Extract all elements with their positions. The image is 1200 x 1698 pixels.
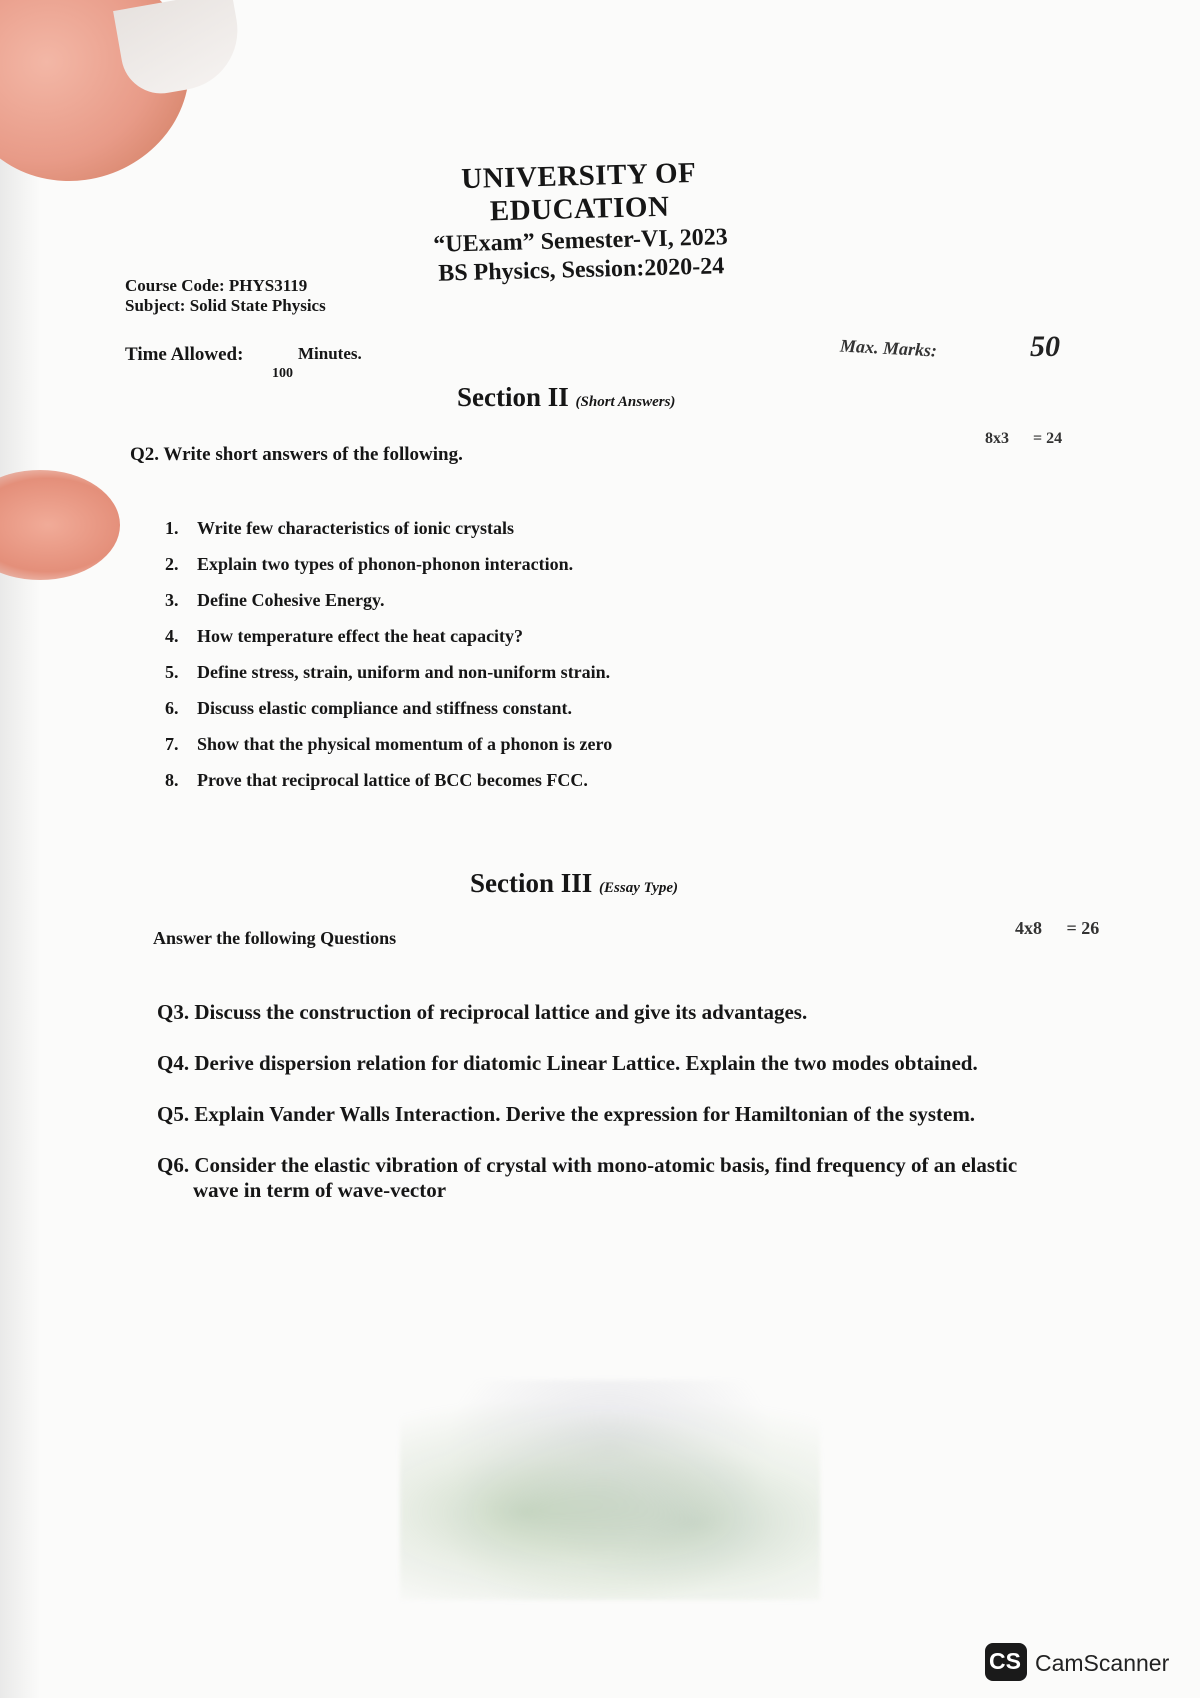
subject: Subject: Solid State Physics xyxy=(125,296,326,315)
list-item xyxy=(157,1000,1017,1025)
list-item xyxy=(157,1102,1017,1127)
list-item xyxy=(165,770,612,806)
list-item xyxy=(157,1051,1017,1076)
q2-prompt: Q2. Write short answers of the following. xyxy=(130,444,463,465)
program-session: BS Physics, Session:2020-24 xyxy=(437,253,725,287)
section-3-marks xyxy=(1015,918,1099,939)
university-name: UNIVERSITY OF EDUCATION xyxy=(460,156,697,228)
q2-marks-breakdown: 8x3 xyxy=(985,430,1009,447)
item-text: Discuss elastic compliance and stiffness constant. xyxy=(197,698,573,718)
item-text: Explain two types of phonon-phonon interaction. xyxy=(197,554,574,574)
time-allowed-label: Time Allowed: xyxy=(125,344,244,365)
camscanner-logo-icon xyxy=(985,1643,1027,1681)
question-text: Derive dispersion relation for diatomic Linear Lattice. Explain the two modes obtained. xyxy=(194,1051,978,1075)
item-text: Define Cohesive Energy. xyxy=(197,590,385,610)
section-3-subtitle: (Essay Type) xyxy=(599,880,679,896)
max-marks-value: 50 xyxy=(1030,330,1060,363)
item-number: 2. xyxy=(165,554,179,574)
list-item xyxy=(165,626,612,662)
max-marks-label: Max. Marks: xyxy=(839,335,938,361)
essay-question-list xyxy=(157,1000,1017,1229)
section-3-title: Section III xyxy=(470,868,593,898)
question-text: Discuss the construction of reciprocal lattice and give its advantages. xyxy=(194,1000,808,1024)
item-number: 4. xyxy=(165,626,179,646)
time-value: 100 xyxy=(272,366,293,381)
list-item xyxy=(165,734,612,770)
finger-middle-left xyxy=(0,470,120,580)
list-item xyxy=(165,518,612,554)
item-number: 3. xyxy=(165,590,179,610)
question-text: Explain Vander Walls Interaction. Derive the expression for Hamiltonian of the system. xyxy=(194,1102,976,1126)
item-text: Write few characteristics of ionic crystals xyxy=(197,518,515,538)
time-unit: Minutes. xyxy=(298,344,362,363)
item-number: 7. xyxy=(165,734,179,754)
camscanner-badge-text: CS xyxy=(989,1648,1021,1674)
item-text: Define stress, strain, uniform and non-uniform strain. xyxy=(197,662,611,682)
section-3-marks-total: = 26 xyxy=(1066,918,1100,938)
question-label: Q6. xyxy=(157,1153,190,1177)
faded-stamp-smudge xyxy=(400,1380,820,1600)
list-item xyxy=(165,698,612,734)
q2-marks xyxy=(985,430,1062,448)
item-number: 1. xyxy=(165,518,179,538)
section-2-title: Section II xyxy=(457,382,569,412)
list-item xyxy=(165,554,612,590)
question-label: Q4. xyxy=(157,1051,190,1075)
list-item xyxy=(157,1153,1017,1203)
exam-header xyxy=(368,155,791,290)
section-2-heading xyxy=(457,382,675,413)
question-label: Q5. xyxy=(157,1102,190,1126)
course-code: Course Code: PHYS3119 xyxy=(125,276,308,295)
question-label: Q3. xyxy=(157,1000,190,1024)
item-number: 8. xyxy=(165,770,179,790)
page-edge-shadow xyxy=(0,0,40,1698)
q2-marks-total: = 24 xyxy=(1033,430,1063,447)
section-3-marks-breakdown: 4x8 xyxy=(1015,918,1042,938)
item-number: 6. xyxy=(165,698,179,718)
section-3-heading xyxy=(470,868,678,899)
list-item xyxy=(165,662,612,698)
item-text: Prove that reciprocal lattice of BCC becomes FCC. xyxy=(197,770,588,790)
question-text: Consider the elastic vibration of crystal with mono-atomic basis, find frequency of an elastic xyxy=(194,1153,1018,1177)
item-text: How temperature effect the heat capacity? xyxy=(197,626,524,646)
section-3-instruction: Answer the following Questions xyxy=(153,928,397,948)
exam-title: “UExam” Semester-VI, 2023 xyxy=(433,224,728,258)
short-answer-list xyxy=(165,518,612,806)
question-text-continuation: wave in term of wave-vector xyxy=(193,1178,447,1202)
camscanner-watermark: CamScanner xyxy=(1035,1650,1170,1676)
section-2-subtitle: (Short Answers) xyxy=(575,394,676,410)
item-number: 5. xyxy=(165,662,179,682)
item-text: Show that the physical momentum of a phonon is zero xyxy=(197,734,613,754)
list-item xyxy=(165,590,612,626)
